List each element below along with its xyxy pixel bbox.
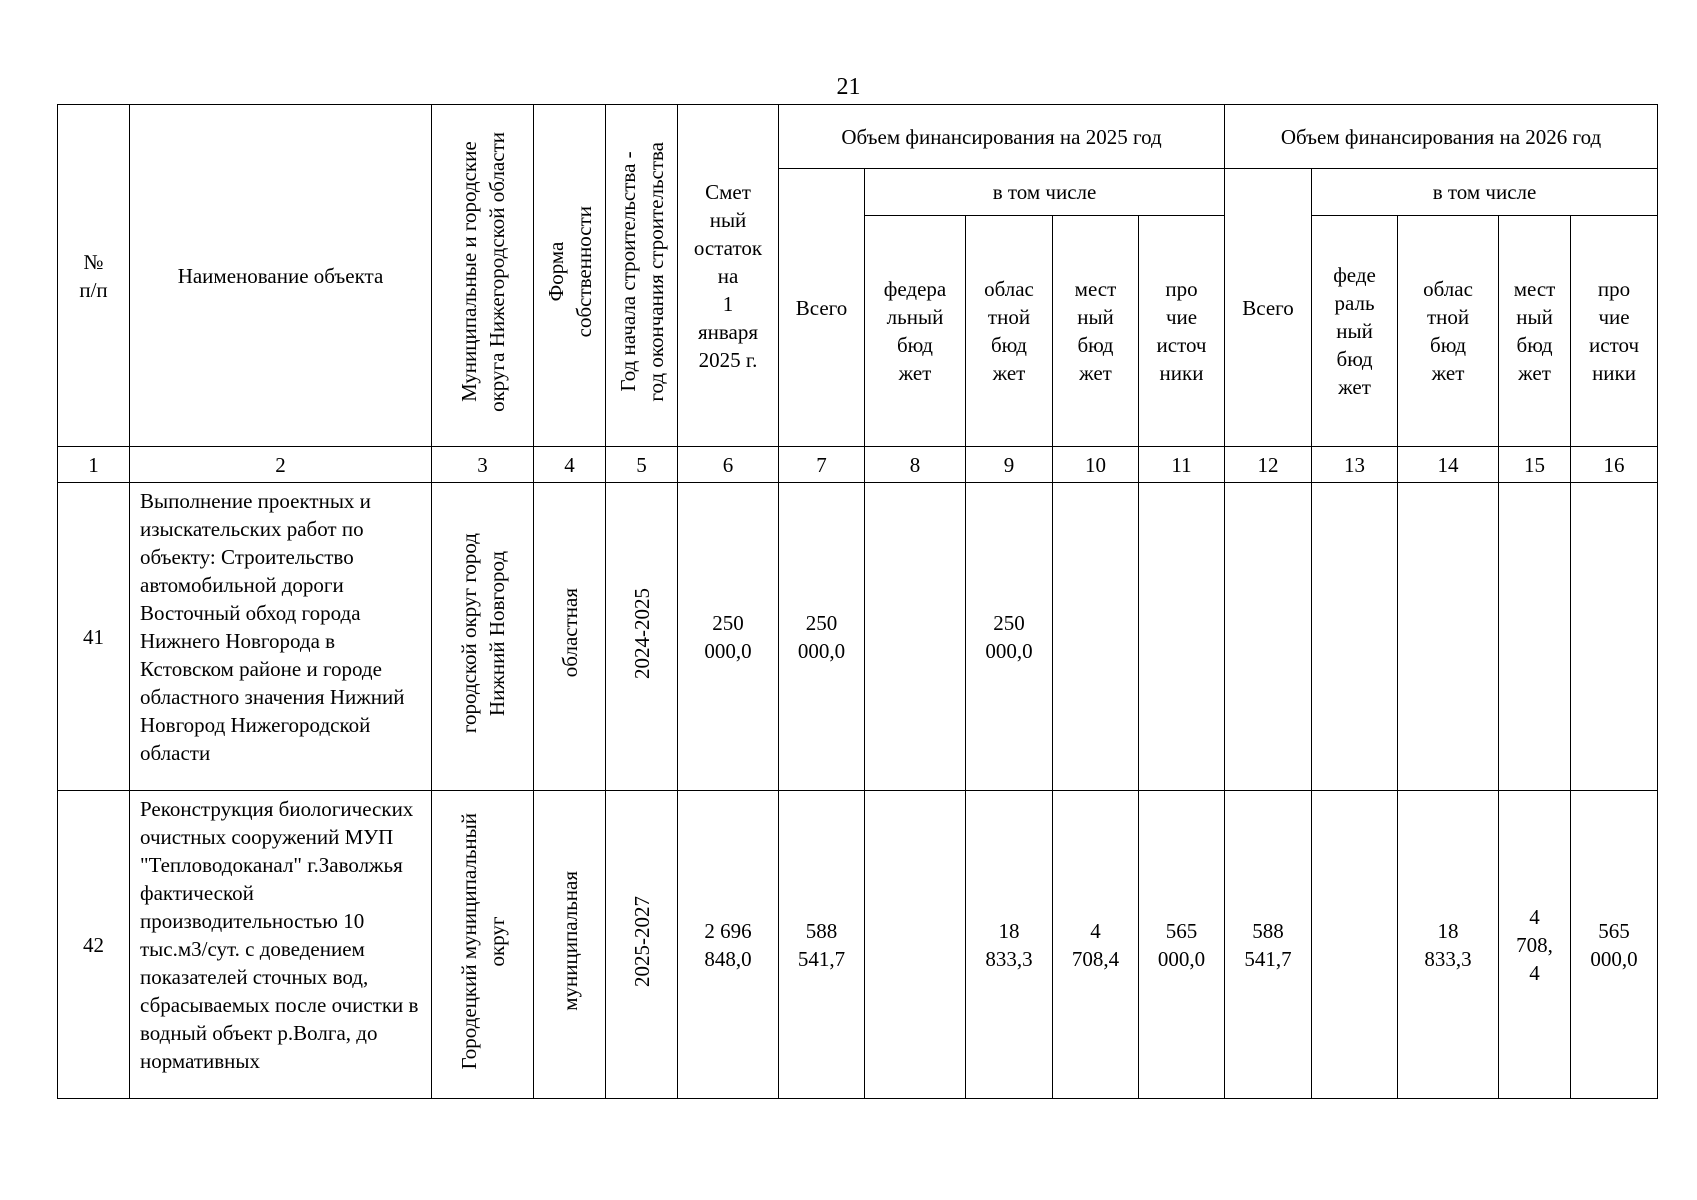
row-remainder: 2 696 848,0 [678, 791, 779, 1099]
header-local-2025: мест ный бюд жет [1053, 216, 1139, 447]
row-total-2026 [1225, 483, 1312, 791]
row-local-2025 [1053, 483, 1139, 791]
column-number: 6 [678, 447, 779, 483]
row-federal-2025 [865, 791, 966, 1099]
row-municipality-cell [432, 791, 534, 1099]
header-years-cell [606, 105, 678, 447]
header-municipality-cell [432, 105, 534, 447]
row-local-2025: 4 708,4 [1053, 791, 1139, 1099]
header-including-2025: в том числе [865, 169, 1225, 216]
column-number: 5 [606, 447, 678, 483]
header-total-2025: Всего [779, 169, 865, 447]
row-federal-2025 [865, 483, 966, 791]
row-municipality-cell [432, 483, 534, 791]
column-number: 16 [1571, 447, 1658, 483]
header-other-2025: про чие источ ники [1139, 216, 1225, 447]
header-remainder: Смет ный остаток на 1 января 2025 г. [678, 105, 779, 447]
financing-table [57, 104, 1658, 1099]
header-total-2026: Всего [1225, 169, 1312, 447]
row-other-2025: 565 000,0 [1139, 791, 1225, 1099]
row-name: Реконструкция биологических очистных сооружений МУП "Тепловодоканал" г.Заволжья фактической производительностью 10 тыс.м3/сут. с доведением показателей сточных вод, сбрасываемых после очистки в водный объект р.Волга, до нормативных [130, 791, 432, 1099]
row-local-2026 [1499, 483, 1571, 791]
column-number: 13 [1312, 447, 1398, 483]
header-including-2026: в том числе [1312, 169, 1658, 216]
column-number: 12 [1225, 447, 1312, 483]
row-years: 2024-2025 [629, 587, 654, 679]
header-group-2025: Объем финансирования на 2025 год [779, 105, 1225, 169]
header-federal-2026: феде раль ный бюд жет [1312, 216, 1398, 447]
row-num: 42 [58, 791, 130, 1099]
row-regional-2025: 18 833,3 [966, 791, 1053, 1099]
row-regional-2025: 250 000,0 [966, 483, 1053, 791]
row-municipality: городской округ город Нижний Новгород [456, 532, 509, 734]
row-ownership-cell [534, 483, 606, 791]
row-ownership: муниципальная [557, 871, 582, 1011]
header-name: Наименование объекта [130, 105, 432, 447]
header-municipality: Муниципальные и городские округа Нижегородской области [456, 132, 509, 412]
header-federal-2025: федера льный бюд жет [865, 216, 966, 447]
column-number: 2 [130, 447, 432, 483]
header-num: № п/п [58, 105, 130, 447]
row-ownership-cell [534, 791, 606, 1099]
column-number: 14 [1398, 447, 1499, 483]
column-number: 8 [865, 447, 966, 483]
header-group-2026: Объем финансирования на 2026 год [1225, 105, 1658, 169]
header-other-2026: про чие источ ники [1571, 216, 1658, 447]
row-other-2026: 565 000,0 [1571, 791, 1658, 1099]
row-years-cell [606, 791, 678, 1099]
column-number: 1 [58, 447, 130, 483]
column-number: 10 [1053, 447, 1139, 483]
table-row [58, 483, 1658, 791]
header-regional-2025: облас тной бюд жет [966, 216, 1053, 447]
column-number: 4 [534, 447, 606, 483]
row-federal-2026 [1312, 483, 1398, 791]
header-ownership: Форма собственности [543, 206, 596, 338]
column-number: 11 [1139, 447, 1225, 483]
row-years-cell [606, 483, 678, 791]
header-ownership-cell [534, 105, 606, 447]
row-name: Выполнение проектных и изыскательских работ по объекту: Строительство автомобильной дороги Восточный обход города Нижнего Новгорода в Кстовском районе и городе областного значения Нижний Новгород Нижегородской области [130, 483, 432, 791]
page-number: 21 [836, 74, 861, 100]
row-local-2026: 4 708, 4 [1499, 791, 1571, 1099]
header-local-2026: мест ный бюд жет [1499, 216, 1571, 447]
row-regional-2026 [1398, 483, 1499, 791]
column-number: 9 [966, 447, 1053, 483]
row-municipality: Городецкий муниципальный округ [456, 812, 509, 1070]
row-other-2026 [1571, 483, 1658, 791]
row-other-2025 [1139, 483, 1225, 791]
column-number: 3 [432, 447, 534, 483]
table-row [58, 791, 1658, 1099]
row-num: 41 [58, 483, 130, 791]
column-number: 7 [779, 447, 865, 483]
header-regional-2026: облас тной бюд жет [1398, 216, 1499, 447]
row-total-2025: 250 000,0 [779, 483, 865, 791]
row-years: 2025-2027 [629, 895, 654, 987]
header-years: Год начала строительства - год окончания строительства [615, 142, 668, 402]
row-remainder: 250 000,0 [678, 483, 779, 791]
row-total-2025: 588 541,7 [779, 791, 865, 1099]
row-federal-2026 [1312, 791, 1398, 1099]
row-total-2026: 588 541,7 [1225, 791, 1312, 1099]
row-regional-2026: 18 833,3 [1398, 791, 1499, 1099]
column-number: 15 [1499, 447, 1571, 483]
row-ownership: областная [557, 588, 582, 678]
